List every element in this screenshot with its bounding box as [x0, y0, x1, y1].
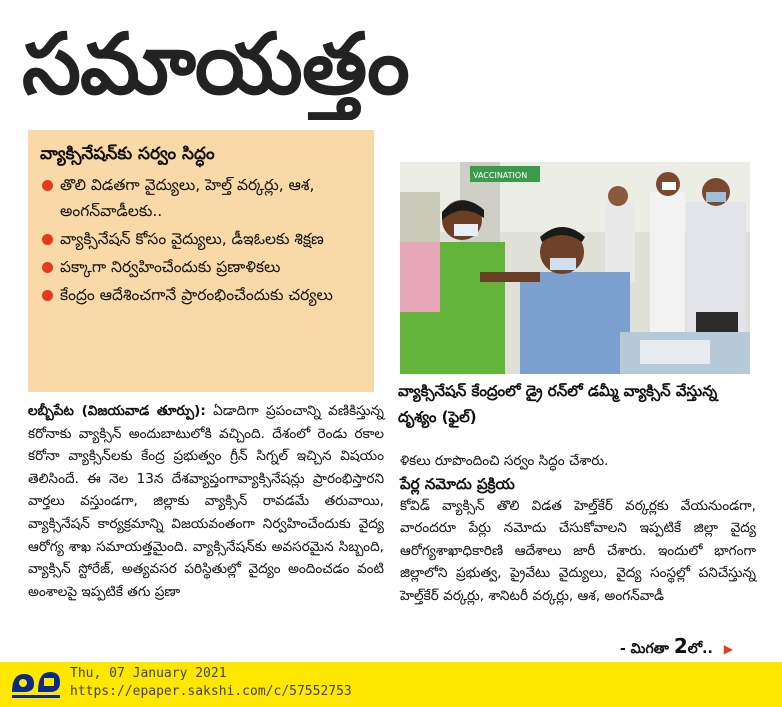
- play-arrow-icon: ▶: [723, 642, 733, 656]
- continued-on-page[interactable]: [620, 634, 733, 661]
- article-column-left: [28, 400, 384, 603]
- photo-caption: వ్యాక్సినేషన్ కేంద్రంలో డ్రై రన్‌లో డమ్మీ వ్యాక్సిన్ వేస్తున్న దృశ్యం (ఫైల్): [398, 382, 718, 426]
- article-subhead: పేర్ల నమోదు ప్రక్రియ: [400, 474, 515, 493]
- vaccination-photo-illustration: [400, 162, 750, 374]
- news-photo: [400, 162, 750, 374]
- continued-suffix: లో..: [687, 641, 713, 657]
- highlight-box: [28, 130, 374, 392]
- bullet-dot-icon: [42, 234, 53, 245]
- bullet-dot-icon: [42, 180, 53, 191]
- edition-date: Thu, 07 January 2021: [70, 666, 227, 681]
- article-body-right: కోవిడ్ వ్యాక్సిన్ తొలి విడత హెల్త్‌కేర్ వర్కర్లకు వేయనుండగా, వారందరూ పేర్లు నమోదు చేసుకోవాలని ఇప్పటికే జిల్లా వైద్య ఆరోగ్యశాఖాధికారిణి ఆదేశాలు జారీ చేశారు. ఇందులో భాగంగా జిల్లాలోని ప్రభుత్వ, ప్రైవేటు వైద్యులు, వైద్య సంస్థల్లో పనిచేస్తున్న హెల్త్‌కేర్ వర్కర్లు, శానిటరీ వర్కర్లు, ఆశ, అంగన్‌వాడీ: [400, 497, 756, 604]
- article-url[interactable]: https://epaper.sakshi.com/c/57552753: [70, 684, 352, 699]
- sakshi-logo-icon: [8, 666, 64, 702]
- footer-meta: [70, 665, 352, 701]
- highlight-item: వ్యాక్సినేషన్ కోసం వైద్యులు, డీఇఓలకు శిక్షణ: [40, 226, 364, 252]
- article-column-right: [400, 450, 756, 608]
- continued-page-number: 2: [673, 634, 688, 658]
- bullet-dot-icon: [42, 262, 53, 273]
- bullet-dot-icon: [42, 290, 53, 301]
- sakshi-logo: [8, 666, 64, 702]
- continued-prefix: - మిగతా: [620, 641, 669, 657]
- vaccination-sign-text: VACCINATION: [473, 171, 528, 180]
- article-dateline: లబ్బీపేట (విజయవాడ తూర్పు):: [28, 403, 206, 419]
- highlight-item: పక్కాగా నిర్వహించేందుకు ప్రణాళికలు: [40, 254, 364, 280]
- headline: సమాయత్తం: [22, 15, 409, 113]
- article-body-left: ఏడాదిగా ప్రపంచాన్ని వణికిస్తున్న కరోనాకు వ్యాక్సిన్ అందుబాటులోకి వచ్చింది. దేశంలో రెండు రకాల కరోనా వ్యాక్సిన్‌లకు కేంద్ర ప్రభుత్వం గ్రీన్ సిగ్నల్ ఇచ్చిన విషయం తెలిసిందే. ఈ నెల 13న దేశవ్యాప్తంగావ్యాక్సినేషన్లు ప్రారంభిస్తారని వార్తలు వస్తుండగా, జిల్లాకు వ్యాక్సిన్ రావడమే తరువాయి, వ్యాక్సినేషన్ కార్యక్రమాన్ని విజయవంతంగా నిర్వహించేందుకు వైద్య ఆరోగ్య శాఖ సమాయత్తమైంది. వ్యాక్సినేషన్‌కు అవసరమైన సిబ్బంది, వ్యాక్సిన్ స్టోరేజ్, అత్యవసర పరిస్థితుల్లో వైద్యం అందించడం వంటి అంశాలపై ఇప్పటికే తగు ప్రణా: [28, 403, 384, 600]
- highlight-item: తొలి విడతగా వైద్యులు, హెల్త్ వర్కర్లు, ఆశ, అంగన్‌వాడీలకు..: [40, 172, 364, 224]
- highlight-list: [40, 172, 364, 308]
- highlight-item: కేంద్రం ఆదేశించగానే ప్రారంభించేందుకు చర్యలు: [40, 282, 364, 308]
- highlight-title: వ్యాక్సినేషన్‌కు సర్వం సిద్ధం: [40, 144, 215, 164]
- article-continuation: ళికలు రూపొందించి సర్వం సిద్ధం చేశారు.: [400, 453, 609, 469]
- footer-bar: [0, 662, 782, 707]
